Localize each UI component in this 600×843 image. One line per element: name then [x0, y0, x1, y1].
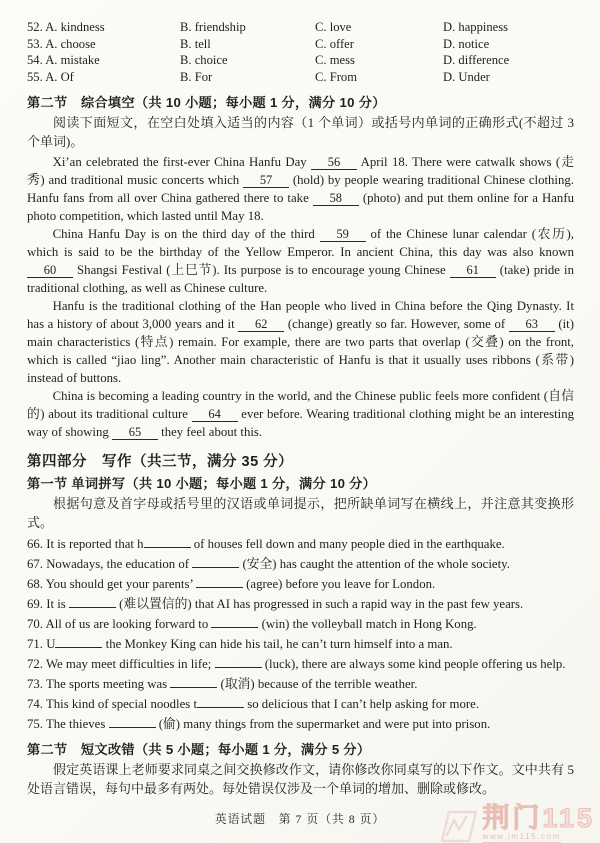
cloze-paragraph-1: Xi’an celebrated the first-ever China Hanfu Day 56 April 18. There were catwalk shows (走秀) and traditional music concerts which 57 (hold) by people wearing traditional Chinese clothing. Hanfu fans from all over China gathered there to take 58 (photo) and put them online for a Hanfu photo competition, which lasted until May 18. — [27, 155, 575, 223]
spelling-items-block — [27, 534, 574, 734]
watermark-title: 荆门115 — [482, 803, 595, 833]
correction-section-heading: 第二节 短文改错（共 5 小题；每小题 1 分，满分 5 分） — [27, 742, 371, 757]
blank-59: 59 — [320, 228, 366, 242]
blank-line — [69, 595, 116, 608]
blank-57: 57 — [243, 174, 289, 188]
option-54-a: 54. A. mistake — [27, 53, 100, 67]
option-52-b: B. friendship — [180, 20, 246, 34]
spelling-section-heading: 第一节 单词拼写（共 10 小题；每小题 1 分，满分 10 分） — [27, 476, 377, 491]
cloze-paragraph-2: China Hanfu Day is on the third day of the third 59 of the Chinese lunar calendar (农历), which is said to be the birthday of the Yellow Emperor. In ancient China, this day was also known 60 Shangsi Festival (上巳节). Its purpose is to encourage young Chinese 61 (take) pride in traditional clothing, as well as Chinese culture. — [27, 227, 574, 295]
blank-line — [192, 555, 239, 568]
blank-line — [197, 695, 244, 708]
option-52-a: 52. A. kindness — [27, 20, 105, 34]
blank-line — [170, 675, 217, 688]
cloze-paragraph-3: Hanfu is the traditional clothing of the Han people who lived in China before the Qing Dynasty. It has a history of about 3,000 years and it 62 (change) greatly so far. However, some of 63 (it) main characteristics (特点) remain. For example, there are two parts that overlap (交叠) on the front, which is called “jiao ling”. Another main characteristic of Hanfu is that it usually uses ribbons (系带) instead of buttons. — [27, 299, 574, 385]
option-55-d: D. Under — [443, 69, 490, 84]
option-53-d: D. notice — [443, 36, 490, 51]
blank-61: 61 — [450, 264, 496, 278]
option-54-c: C. mess — [315, 53, 355, 67]
spelling-item-69: 69. It is (难以置信的) that AI has progressed in such a rapid way in the past few years. — [27, 597, 524, 611]
spelling-item-70: 70. All of us are looking forward to (win) the volleyball match in Hong Kong. — [27, 617, 477, 631]
blank-63: 63 — [509, 318, 555, 332]
spelling-item-66: 66. It is reported that h of houses fell down and many people died in the earthquake. — [27, 537, 505, 551]
blank-line — [215, 655, 262, 668]
blank-65: 65 — [112, 426, 158, 440]
cloze-paragraph-4: China is becoming a leading country in the world, and the Chinese public feels more confident (自信的) about its traditional culture 64 ever before. Wearing traditional clothing might be an interesting way of showing 65 they feel about this. — [27, 389, 574, 439]
spelling-item-75: 75. The thieves (偷) many things from the supermarket and were put into prison. — [27, 717, 491, 731]
watermark-url: www.jm115.com — [482, 832, 561, 841]
blank-58: 58 — [313, 192, 359, 206]
option-52-d: D. happiness — [443, 20, 509, 34]
option-54-b: B. choice — [180, 53, 228, 67]
spelling-item-72: 72. We may meet difficulties in life; (luck), there are always some kind people offering us help. — [27, 657, 566, 671]
blank-line — [211, 615, 258, 628]
option-55-b: B. For — [180, 69, 213, 84]
blank-line — [196, 575, 243, 588]
option-55-a: 55. A. Of — [27, 69, 74, 84]
mc-option-row-54 — [27, 52, 574, 69]
cloze-section-heading: 第二节 综合填空（共 10 小题；每小题 1 分，满分 10 分） — [27, 95, 386, 110]
mc-option-row-52 — [27, 19, 574, 36]
mc-option-row-55 — [27, 69, 574, 86]
cloze-instructions: 阅读下面短文，在空白处填入适当的内容（1 个单词）或括号内单词的正确形式(不超过 3 个单词)。 — [27, 115, 574, 149]
blank-64: 64 — [192, 408, 238, 422]
option-55-c: C. From — [315, 69, 357, 84]
blank-62: 62 — [238, 318, 284, 332]
spelling-item-67: 67. Nowadays, the education of (安全) has caught the attention of the whole society. — [27, 557, 510, 571]
blank-56: 56 — [311, 156, 357, 170]
blank-line — [144, 535, 191, 548]
mc-option-row-53 — [27, 36, 574, 53]
spelling-item-73: 73. The sports meeting was (取消) because of the terrible weather. — [27, 677, 418, 691]
correction-instructions: 假定英语课上老师要求同桌之间交换修改作文，请你修改你同桌写的以下作文。文中共有 5 处语言错误，每句中最多有两处。每处错误仅涉及一个单词的增加、删除或修改。 — [27, 762, 574, 796]
part4-heading: 第四部分 写作（共三节，满分 35 分） — [27, 454, 294, 470]
page-footer: 英语试题 第 7 页（共 8 页） — [214, 812, 386, 826]
option-53-b: B. tell — [180, 36, 211, 51]
spelling-instructions: 根据句意及首字母或括号里的汉语或单词提示，把所缺单词写在横线上，并注意其变换形式。 — [27, 496, 574, 530]
blank-line — [109, 715, 156, 728]
spelling-item-68: 68. You should get your parents’ (agree) before you leave for London. — [27, 577, 436, 591]
option-54-d: D. difference — [443, 53, 510, 67]
mc-options-block — [27, 19, 574, 85]
blank-60: 60 — [27, 264, 73, 278]
spelling-item-71: 71. U the Monkey King can hide his tail, he can’t turn himself into a man. — [27, 637, 453, 651]
blank-line — [55, 635, 102, 648]
option-52-c: C. love — [315, 20, 352, 34]
option-53-c: C. offer — [315, 36, 354, 51]
option-53-a: 53. A. choose — [27, 36, 96, 51]
spelling-item-74: 74. This kind of special noodles t so delicious that I can’t help asking for more. — [27, 697, 480, 711]
